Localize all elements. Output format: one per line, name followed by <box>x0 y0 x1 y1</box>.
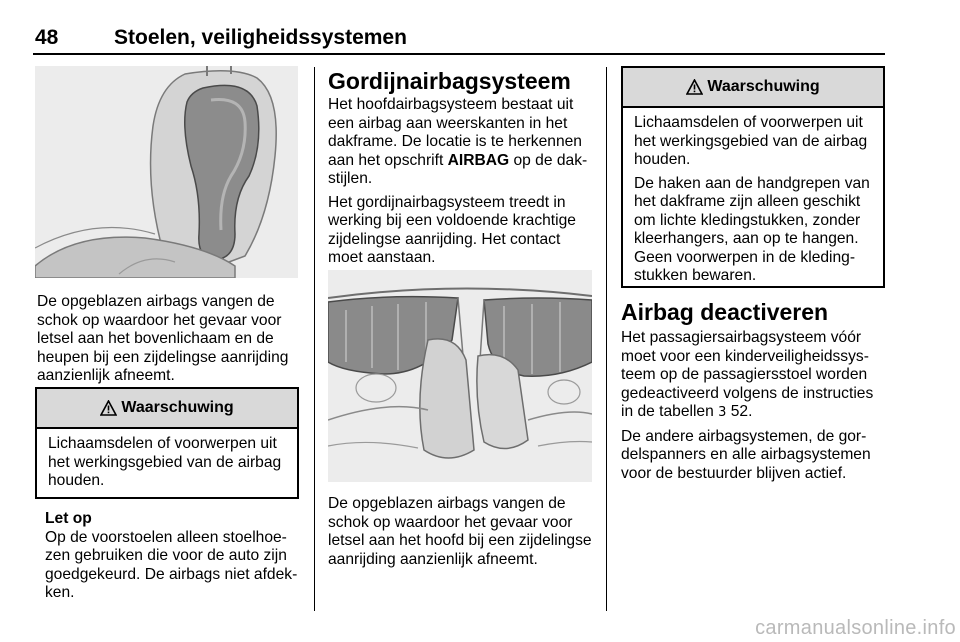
reference-arrow-icon[interactable]: 3 <box>718 405 727 420</box>
right-body <box>621 329 885 488</box>
warning-text: Lichaamsdelen of voorwerpen uit het werkingsgebied van de airbag houden. <box>48 435 282 489</box>
right-paragraph-1: Het passagiersairbagsysteem vóór moet voor een kinderveiligheidssys- teem op de passagiersstoel worden gedeactiveerd volgens de instructies in de tabellen 3 52. <box>621 329 874 420</box>
warning-triangle-icon <box>100 400 117 416</box>
warning-box-left <box>35 387 299 499</box>
warning-header <box>623 68 883 108</box>
heading-airbag-deactivate: Airbag deactiveren <box>621 299 829 325</box>
warning-box-right <box>621 66 885 288</box>
note-block <box>45 510 299 603</box>
heading-curtain-airbag: Gordijnairbagsysteem <box>328 68 571 94</box>
curtain-airbag-illustration <box>328 270 592 482</box>
warning-body <box>37 429 297 491</box>
warning-body <box>623 108 883 286</box>
page-number: 48 <box>35 26 59 49</box>
page-header <box>33 26 885 52</box>
note-body: Op de voorstoelen alleen stoelhoe- zen gebruiken die voor de auto zijn goedgekeurd. De airbags niet afdek- ken. <box>45 528 298 601</box>
warning-text-1: Lichaamsdelen of voorwerpen uit het werkingsgebied van de airbag houden. <box>634 114 868 168</box>
right-paragraph-2: De andere airbagsystemen, de gor- delspanners en alle airbagsystemen voor de bestuurder blijven actief. <box>621 427 871 482</box>
warning-triangle-icon <box>686 79 703 95</box>
footer-watermark: carmanualsonline.info <box>755 617 956 639</box>
middle-paragraph-1: Het hoofdairbagsysteem bestaat uit een airbag aan weerskanten in het dakframe. De locatie is te herkennen aan het opschrift AIRBAG op de dak- stijlen. <box>328 96 588 187</box>
seat-airbag-illustration <box>35 66 298 278</box>
caption-text-middle: De opgeblazen airbags vangen de schok op waardoor het gevaar voor letsel aan het hoofd bij een zijdelingse aanrijding aanzienlijk afneemt. <box>328 495 592 568</box>
column-divider-right <box>606 67 607 611</box>
column-divider-left <box>314 67 315 611</box>
middle-caption <box>328 495 593 574</box>
middle-paragraph-2: Het gordijnairbagsysteem treedt in werking bij een voldoende krachtige zijdelingse aanrijding. Het contact moet aanstaan. <box>328 193 576 266</box>
airbag-label: AIRBAG <box>447 151 510 169</box>
caption-text: De opgeblazen airbags vangen de schok op waardoor het gevaar voor letsel aan het bovenlichaam en de heupen bij een zijdelingse aanrijding aanzienlijk afneemt. <box>37 293 289 384</box>
middle-body <box>328 96 593 273</box>
warning-text-2: De haken aan de handgrepen van het dakframe zijn alleen geschikt om lichte kledingstukken, zonder kleerhangers, aan op te hangen. Geen voorwerpen in de kleding- stukken bewaren. <box>634 174 870 284</box>
page-title: Stoelen, veiligheidssystemen <box>114 26 407 49</box>
warning-title: Waarschuwing <box>121 399 234 416</box>
note-title: Let op <box>45 510 92 527</box>
left-caption <box>37 293 299 391</box>
header-rule <box>33 53 885 55</box>
warning-title: Waarschuwing <box>707 78 820 95</box>
warning-header <box>37 389 297 429</box>
